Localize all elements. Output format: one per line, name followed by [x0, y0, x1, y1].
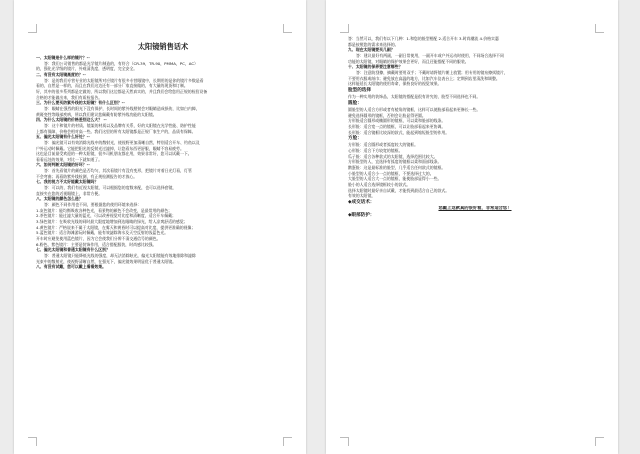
text-line: 直接夹在您的近视眼镜上，非常方便。	[36, 190, 103, 196]
crop-mark	[28, 437, 37, 446]
text-line: 答：建议最好有两副，一副日常使用，一副开车或户外运动时使用，不同场合选择不同	[356, 52, 504, 58]
section-heading: ◆成交话术：	[348, 200, 375, 206]
text-line: 长形脸：适合宽一点的镜框，可以让脸部看起来更协调。	[348, 123, 446, 129]
text-line: 不要用衣服或纸巾；避免放在高温的地方，比如汽车仪表台上；定期到店里清洗和调整。	[348, 75, 500, 81]
text-line: 方形脸型的人，宜选择有弧度的镜框以柔和面部线条。	[348, 159, 442, 165]
text-line: 的，强化光学级的镜片，外观清洗度，透明度，完全安全。	[36, 66, 138, 72]
text-line: 合格的才能做出来，我们有质检报告。	[36, 94, 103, 100]
text-line: 上都有保障，价格会相对高一些。我们这里的所有太阳镜都是正规厂家生产的，品质有保障。	[36, 128, 196, 134]
text-line: 好，其中的很多系列都是定做的，所以我们这边都是天然真实的，并且我们会给您用正规的检验设备	[36, 88, 208, 94]
text-line: 大脸型的人适合大一点的镜框，能使脸部显得小一些。	[348, 176, 442, 182]
text-line: 避免选择圆形的镜框，否则会让脸显得更圆。	[348, 112, 426, 118]
section-heading: 二、有没有太阳镜高度的？--	[36, 71, 86, 77]
text-line: 方形脸适合圆形或椭圆形的镜框，可以柔和脸部的线条。	[348, 118, 446, 124]
text-line: 都是按照您的需求来选择的。	[348, 41, 399, 47]
text-line: 3.绿色镜片：在吸收光线的同时最大限度地增加到达眼睛的绿光，给人凉爽舒适的感觉；	[36, 219, 188, 225]
crop-mark	[340, 437, 349, 446]
text-line: 看看远处的效果，对比一下就知道了。	[36, 156, 103, 162]
text-line: 光束中的散射光，使视野清晰自然，在强光下，偏光镜效果明显优于普通太阳镜。	[36, 258, 177, 264]
crop-mark	[340, 24, 349, 33]
text-line: 黄斑变性等眼部疾病，所以我们建议您佩戴有防紫外线功能的太阳镜。	[36, 111, 157, 117]
text-line: 1.灰色镜片：能均衡吸收各种色光，看景物的颜色不会改变，是最常用的颜色；	[36, 207, 172, 213]
crop-mark	[283, 437, 292, 446]
text-line: 答：偏光镜可以有效消除光线中的散射光，使视野更加清晰自然，特别适合开车、钓鱼以及	[44, 139, 200, 145]
text-line: 这也是目前最受欢迎的一种太阳镜，很多司机朋友都在用，效果非常好，您可以试戴一下。	[36, 151, 192, 157]
text-line: 这样能延长太阳镜的使用寿命，保持良好的视觉效果。	[348, 81, 442, 87]
text-line: 答：可以的，我们有近视太阳镜，可以根据您的度数来配，也可以选择套镜，	[44, 185, 177, 191]
document-title: 太阳镜销售话术	[137, 42, 189, 51]
document-page-2	[326, 0, 618, 454]
text-line: 答：注意防刮擦，摘戴时要用双手；不戴时请将镜片朝上放置；用专用的镜布擦拭镜片，	[356, 69, 508, 75]
section-heading: 九、现在太阳镜要买几副？	[348, 47, 395, 53]
text-line: 户外运动时佩戴。它能把阳光的反射光过滤掉，让您看东西更舒服，眼睛不容易疲劳。	[36, 145, 184, 151]
section-heading: 八、有没有试戴，您可以戴上看看效果。	[36, 264, 107, 270]
text-line: 答：我们公司销售的都是光学镜片制造的，有符合（CR-39，TR-90，PMMA，PC，AC）	[44, 60, 198, 66]
text-line: 6.粉色、紫色镜片：主要是装饰作用，适合搭配服装，时尚感比较强。	[36, 241, 157, 247]
crop-mark	[28, 24, 37, 33]
text-line: 功能的太阳镜，对眼睛的保护效果会更好，而且还能搭配不同的服装。	[348, 58, 469, 64]
text-line: 答：普通太阳镜只能降低光线的强度，却无法消除眩光，偏光太阳镜能有效地排除和滤除	[44, 252, 196, 258]
text-line: 2.茶色镜片：能过滤大量的蓝光，可以改善视觉对比度和清晰度，适合开车佩戴；	[36, 213, 176, 219]
text-line: 不会弯曲；再看防紫外线检测，有正规检测报告的才放心。	[36, 173, 138, 179]
section-heading: ◆眼部防护：	[348, 212, 375, 218]
section-heading: 七、偏光太阳镜和普通太阳镜有什么区别？	[36, 247, 110, 253]
section-heading: 四、为什么太阳镜的价格差别这么大？ --	[36, 117, 107, 123]
section-heading: 十、太阳镜的保养要注意哪些？	[348, 64, 403, 70]
text-line: 脸小的人适合选择镜框较小的款式。	[348, 182, 411, 188]
text-line: 选择太阳镜时最好亲自试戴，才能找到最适合自己的款式。	[348, 187, 450, 193]
text-line: 4.黄色镜片：严格说来不属于太阳镜，在雾天和黄昏时可以提高对比度，提供更准确的视像；	[36, 224, 196, 230]
section-heading: 脸型的选择	[348, 87, 371, 93]
text-line: 5.蓝色镜片：适合海滩游玩时佩戴，能有效滤除海水及天空反射的浅蓝色光。	[36, 230, 169, 236]
text-line: 答：这个和镜片的材质、镜架的材质以及品牌有关系，好的太阳镜在光学性能、防护性能	[44, 122, 196, 128]
document-page-1	[14, 0, 306, 454]
section-heading: 八、太阳镜的颜色怎么选？	[36, 196, 83, 202]
text-line: 长形脸：适合镜框比较深的款式，能起到缩短脸型的作用。	[348, 129, 450, 135]
text-line: 答：当然可以，我们有以下几种：1.和您的脸型相配 2.适合开车 3.时尚潮流 4.价格实惠	[348, 36, 499, 41]
text-line: 答：是的我们专营专业的太阳镜所对应镜片有很多专营眼镜中，长期用的是你的镜片多数是看	[44, 77, 204, 83]
page-1-text	[36, 55, 290, 270]
text-line: 圆脸型的人适合方形或者有棱角的镜框，这样可以使脸部看起来更修长一些。	[348, 106, 481, 112]
text-line: 小脸型的人适合小一点的镜框，不要选择过大的。	[348, 170, 434, 176]
text-line: 心形脸：适合下方较宽的镜框。	[348, 148, 403, 154]
crop-mark	[283, 24, 292, 33]
text-line: 看的，自然是一样的，而且在我们这边还有一部分厂家直接做的，有大量的现货和订制。	[36, 83, 188, 89]
section-heading: 方脸：	[348, 136, 362, 142]
text-line: 鹅蛋脸：这是最标准的脸型，几乎适合任何款式的镜框。	[348, 165, 446, 171]
crop-mark	[595, 437, 604, 446]
text-line: 答：首先看镜片的颜色是否均匀，其次看镜片有没有变形，把镜片对着日光灯看，灯管	[44, 168, 192, 174]
text-line: 您戴上这款真的很好看，非常适合您！	[438, 206, 512, 212]
section-heading: 六、如何判断太阳镜的好坏？--	[36, 162, 90, 168]
section-heading: 圆脸：	[348, 100, 362, 106]
page-2-text	[348, 36, 602, 219]
text-line: 作为一种实用的装饰品，太阳镜的搭配是很有讲究的，脸型不同选择也不同。	[348, 94, 481, 100]
text-line: 开车时应避免使用蓝色镜片，因为它会使我们分辨不清交通信号的颜色。	[36, 236, 161, 241]
text-line: 瓜子脸：适合各种款式的太阳镜，选择范围比较大。	[348, 153, 438, 159]
section-heading: 一、太阳镜是什么样的镜片？--	[36, 55, 90, 60]
text-line: 方形脸：适合圆形或者弧度较大的镜框。	[348, 142, 419, 148]
section-heading: 三、为什么要买防紫外线的太阳镜？有什么区别？--	[36, 100, 125, 106]
text-line: 有效的太阳镜，	[348, 193, 376, 199]
text-line: 答：颜色不同作用也不同，要根据您的使用环境来选择：	[44, 202, 142, 208]
section-heading: 五、偏光太阳镜有什么好处？--	[36, 134, 90, 140]
text-line: 答：眼睛在强烈的阳光下没有保护，长时间的紫外线照射会对眼睛造成损伤，比如白内障，	[44, 105, 200, 111]
section-heading: 七、我的视力不太好能戴太阳镜吗？	[36, 179, 99, 185]
crop-mark	[595, 24, 604, 33]
